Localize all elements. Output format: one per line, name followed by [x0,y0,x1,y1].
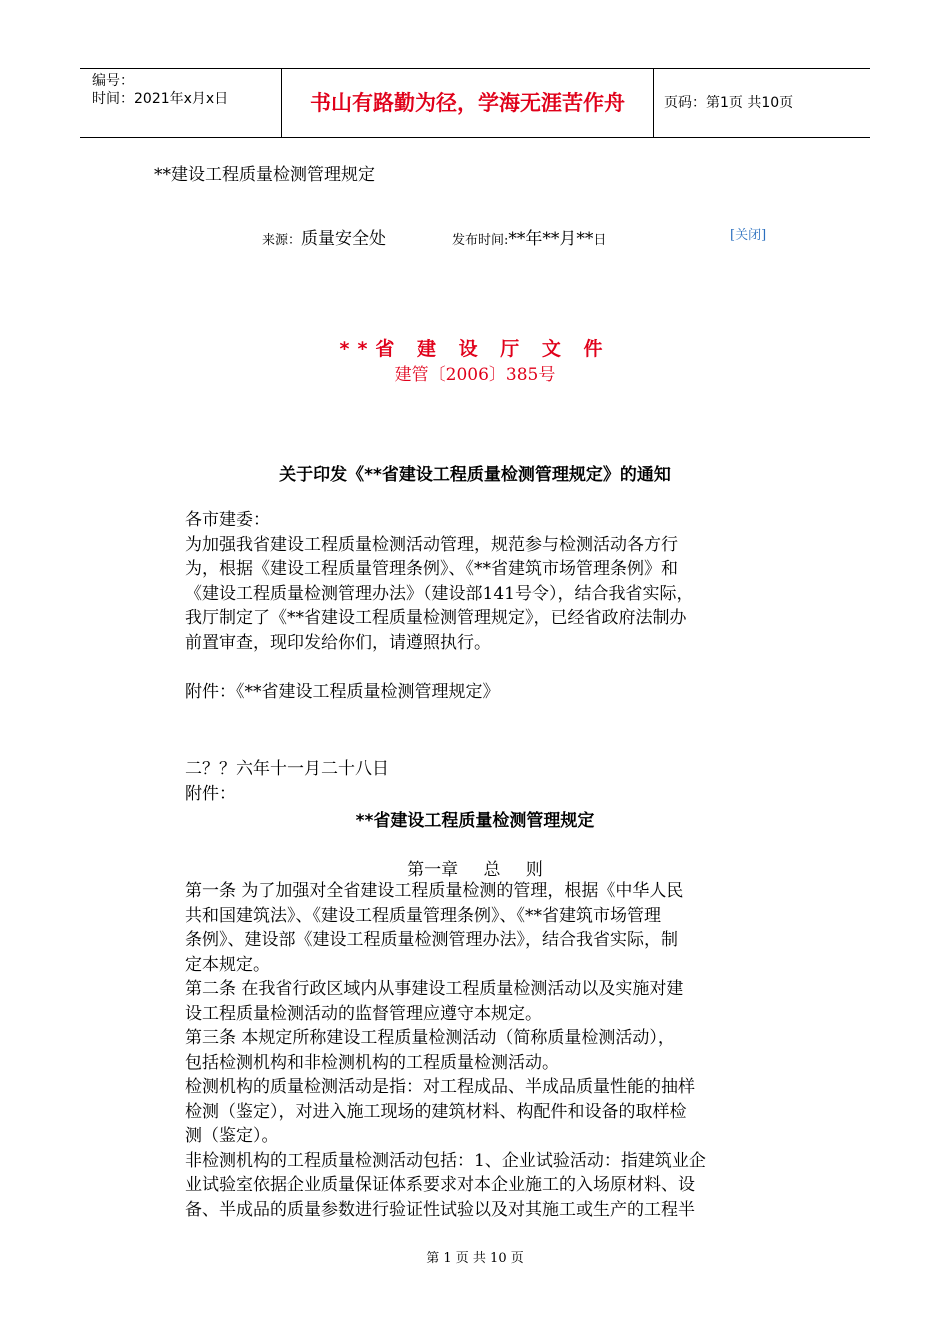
red-header-number: 建管〔2006〕385号 [394,365,556,385]
regulation-line: 检测机构的质量检测活动是指：对工程成品、半成品质量性能的抽样 [185,1077,695,1097]
notice-line: 我厅制定了《**省建设工程质量检测管理规定》，已经省政府法制办 [185,608,687,628]
regulation-body [185,879,775,1222]
source-label: 来源： [262,233,302,248]
regulation-line: 第三条 本规定所称建设工程质量检测活动（简称质量检测活动）， [185,1028,675,1048]
close-link[interactable]: [关闭] [730,228,767,243]
notice-title: 关于印发《**省建设工程质量检测管理规定》的通知 [279,465,671,485]
regulation-line: 业试验室依据企业质量保证体系要求对本企业施工的入场原材料、设 [185,1175,695,1195]
attachment-label: 附件： [185,783,236,804]
regulation-line: 备、半成品的质量参数进行验证性试验以及对其施工或生产的工程半 [185,1199,695,1220]
notice-line: 《建设工程质量检测管理办法》（建设部141号令），结合我省实际， [185,583,694,604]
header-table [80,68,870,138]
chapter-heading: 第一章 总 则 [407,860,543,880]
notice-attachment [185,680,775,705]
notice-addressee: 各市建委： [185,510,270,530]
notice-line: 为，根据《建设工程质量管理条例》、《**省建筑市场管理条例》和 [185,559,678,579]
regulation-line: 检测（鉴定），对进入施工现场的建筑材料、构配件和设备的取样检 [185,1101,687,1122]
doc-number-label: 编号： [92,73,134,89]
regulation-line: 非检测机构的工程质量检测活动包括：1、企业试验活动：指建筑业企 [185,1150,706,1171]
doc-time-label: 时间：2021年x月x日 [92,91,229,107]
publish-suffix: 日 [593,233,607,248]
source-line [262,224,386,249]
attachment-line: 附件：《**省建设工程质量检测管理规定》 [185,682,500,702]
regulation-line: 共和国建筑法》、《建设工程质量管理条例》、《**省建筑市场管理 [185,905,661,926]
regulation-line: 设工程质量检测活动的监督管理应遵守本规定。 [185,1003,542,1024]
header-info-cell [80,69,282,137]
red-header-title: **省 建 设 厅 文 件 [339,338,611,360]
regulation-line: 条例》、建设部《建设工程质量检测管理办法》，结合我省实际，制 [185,930,678,950]
header-motto: 书山有路勤为径，学海无涯苦作舟 [282,69,654,137]
regulation-title: **省建设工程质量检测管理规定 [355,811,595,831]
notice-line: 前置审查，现印发给你们，请遵照执行。 [185,632,491,653]
publish-value: **年**月** [508,229,594,249]
source-value: 质量安全处 [301,229,387,249]
notice-date-block [185,757,775,806]
page-footer: 第 1 页 共 10 页 [426,1251,524,1266]
header-page-code: 页码：第1页 共10页 [664,95,794,111]
regulation-line: 第一条 为了加强对全省建设工程质量检测的管理，根据《中华人民 [185,881,684,901]
notice-date: 二？？六年十一月二十八日 [185,759,389,779]
regulation-line: 包括检测机构和非检测机构的工程质量检测活动。 [185,1052,559,1073]
document-title: **建设工程质量检测管理规定 [154,165,375,185]
regulation-line: 第二条 在我省行政区域内从事建设工程质量检测活动以及实施对建 [185,979,684,999]
publish-label: 发布时间: [452,233,509,248]
regulation-line: 定本规定。 [185,954,270,975]
publish-line [452,224,606,249]
regulation-line: 测（鉴定）。 [185,1126,279,1146]
notice-body [185,508,775,655]
notice-line: 为加强我省建设工程质量检测活动管理，规范参与检测活动各方行 [185,534,678,555]
